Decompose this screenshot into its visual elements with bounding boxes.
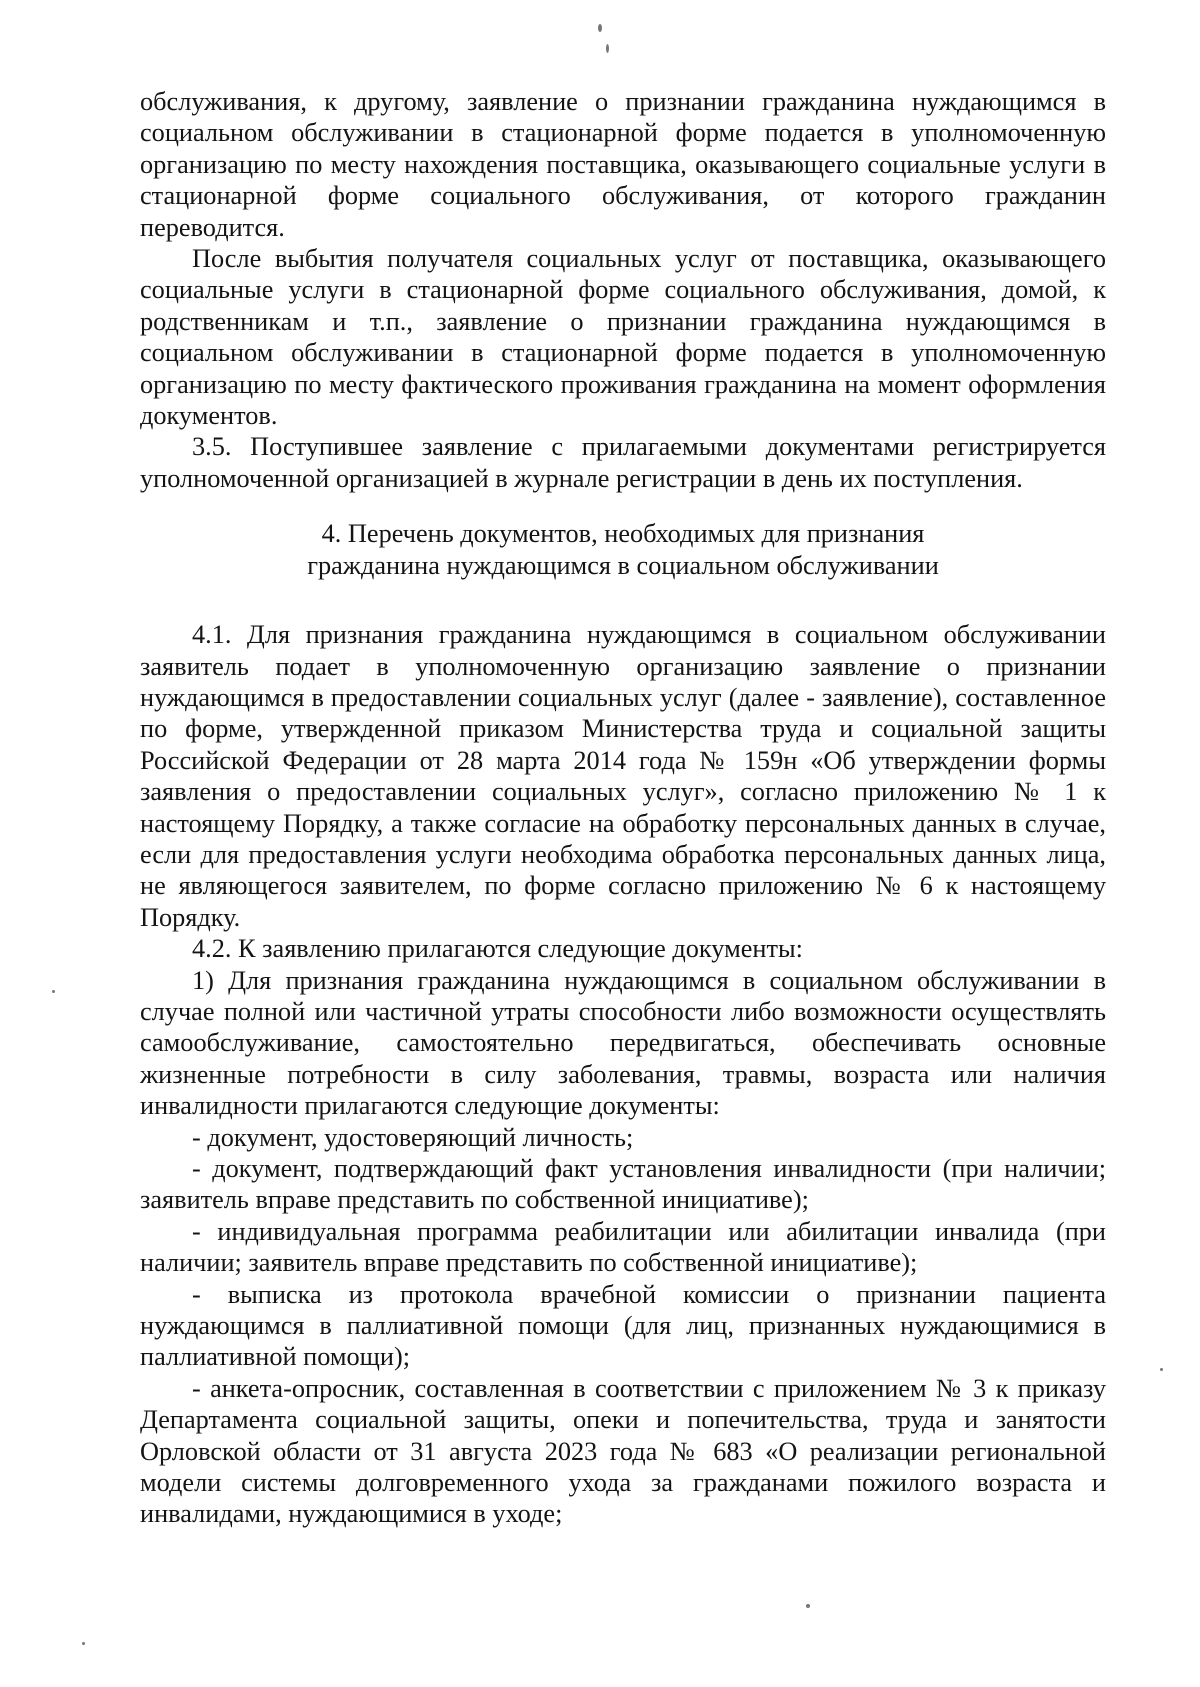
paragraph-4-1: 4.1. Для признания гражданина нуждающимся в социальном обслуживании заявитель подает в уполномоченную организацию заявление о признании нуждающимся в предоставлении социальных услуг (далее - заявление), составленное по форме, утвержденной приказом Министерства труда и социальной защиты Российской Федерации от 28 марта 2014 года № 159н «Об утверждении формы заявления о предоставлении социальных услуг», согласно приложению № 1 к настоящему Порядку, а также согласие на обработку персональных данных в случае, если для предоставления услуги необходима обработка персональных данных лица, не являющегося заявителем, по форме согласно приложению № 6 к настоящему Порядку. <box>140 620 1106 932</box>
scan-speck <box>806 1604 810 1608</box>
paragraph-transfer-continuation: обслуживания, к другому, заявление о признании гражданина нуждающимся в социальном обслуживании в стационарной форме подается в уполномоченную организацию по месту нахождения поставщика, оказывающего социальные услуги в стационарной форме социального обслуживания, от которого гражданин переводится. <box>140 87 1106 242</box>
list-item-disability-document: - документ, подтверждающий факт установления инвалидности (при наличии; заявитель вправе представить по собственной инициативе); <box>140 1154 1106 1215</box>
list-item-questionnaire: - анкета-опросник, составленная в соответствии с приложением № 3 к приказу Департамента социальной защиты, опеки и попечительства, труда и занятости Орловской области от 31 августа 2023 года № 683 «О реализации региональной модели системы долговременного ухода за гражданами пожилого возраста и инвалидами, нуждающимися в уходе; <box>140 1373 1106 1529</box>
scan-speck <box>82 1642 85 1645</box>
scan-speck <box>52 990 55 993</box>
paragraph-4-2: 4.2. К заявлению прилагаются следующие документы: <box>192 934 803 964</box>
list-item-identity-document: - документ, удостоверяющий личность; <box>192 1122 634 1152</box>
paragraph-3-5: 3.5. Поступившее заявление с прилагаемыми документами регистрируется уполномоченной организацией в журнале регистрации в день их поступления. <box>140 432 1106 493</box>
section-4-heading <box>140 518 1106 581</box>
section-4-heading-line-2: гражданина нуждающимся в социальном обслуживании <box>307 550 939 580</box>
scan-speck <box>606 44 609 53</box>
list-item-palliative-extract: - выписка из протокола врачебной комиссии о признании пациента нуждающимся в паллиативной помощи (для лиц, признанных нуждающимися в паллиативной помощи); <box>140 1279 1106 1372</box>
section-4-heading-line-1: 4. Перечень документов, необходимых для признания <box>321 519 925 549</box>
list-item-rehabilitation-program: - индивидуальная программа реабилитации или абилитации инвалида (при наличии; заявитель вправе представить по собственной инициативе); <box>140 1216 1106 1278</box>
scan-speck <box>1160 1368 1163 1371</box>
paragraph-after-discharge: После выбытия получателя социальных услуг от поставщика, оказывающего социальные услуги в стационарной форме социального обслуживания, домой, к родственникам и т.п., заявление о признании гражданина нуждающимся в социальном обслуживании в стационарной форме подается в уполномоченную организацию по месту фактического проживания гражданина на момент оформления документов. <box>140 244 1106 431</box>
scan-speck <box>598 24 602 32</box>
paragraph-4-2-item-1: 1) Для признания гражданина нуждающимся в социальном обслуживании в случае полной или частичной утраты способности либо возможности осуществлять самообслуживание, самостоятельно передвигаться, обеспечивать основные жизненные потребности в силу заболевания, травмы, возраста или наличия инвалидности прилагаются следующие документы: <box>140 965 1106 1121</box>
